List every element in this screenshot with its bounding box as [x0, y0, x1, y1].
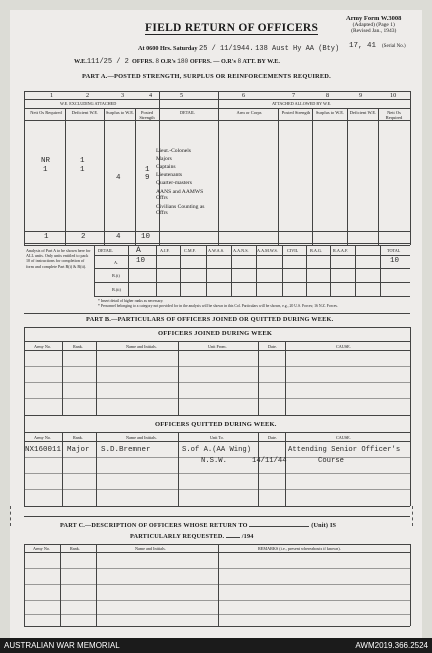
- footer-source: AUSTRALIAN WAR MEMORIAL: [4, 641, 120, 650]
- offrs2-value: —: [213, 58, 220, 65]
- adapted-note: (Adapted) (Page 1): [352, 22, 395, 29]
- ors-value: 180: [177, 58, 189, 65]
- detail-col-head: TOTAL: [387, 248, 401, 253]
- col-number: 1: [50, 92, 54, 99]
- joined-col-head: Name and Initials.: [126, 344, 157, 349]
- quitted-col-head: Unit To.: [210, 435, 224, 440]
- part-c-title: PART C.—DESCRIPTION OF OFFICERS WHOSE RETURN TO: [60, 522, 248, 529]
- col-number: 8: [326, 92, 330, 99]
- rank-label: Majors: [156, 156, 172, 162]
- quitted-army-no: NX160011: [25, 446, 62, 454]
- col-head: Posted Strength: [281, 110, 311, 115]
- rank-label: Captains: [156, 164, 176, 170]
- part-c-col-head: Name and Initials.: [135, 546, 166, 551]
- offrs2-label: OFFRS.: [189, 58, 212, 65]
- unit-name: 138 Aust Hy AA (Bty): [255, 45, 340, 53]
- typed-value: NR: [41, 157, 51, 165]
- joined-col-head: Unit From.: [208, 344, 227, 349]
- footnote: * Personnel belonging to a category not provided for in the analysis will be shown in this Col. Particulars will be shown, e.g., 20 U.S. Forces; 16 N.Z. Forces.: [98, 304, 338, 308]
- detail-row-label: B.(i): [112, 273, 120, 278]
- detail-col-head: B.A.G.: [310, 248, 322, 253]
- rank-label: Lieut.-Colonels: [156, 148, 191, 154]
- quitted-cause-cont: Course: [318, 457, 344, 465]
- detail-col-head: A.A.M.W.S.: [257, 248, 278, 253]
- rank-label: AANS and AAMWS Offrs: [156, 189, 204, 201]
- detail-row-label: A.: [114, 260, 119, 265]
- header-line-2: [74, 58, 280, 66]
- part-c-title-line2: [130, 533, 254, 540]
- rank-label: Civilians Counting as Offrs: [156, 204, 205, 216]
- detail-a-value: 10: [136, 257, 146, 265]
- col-head: Posted Strength: [139, 110, 155, 120]
- typed-value: 1: [80, 166, 85, 174]
- quitted-unit-to-state: N.S.W.: [201, 457, 227, 465]
- serial-number: 17, 41: [349, 42, 377, 50]
- quitted-col-head: Name and Initials.: [126, 435, 157, 440]
- detail-col-head: CIVIL: [287, 248, 299, 253]
- rank-label: Lieutenants: [156, 172, 183, 178]
- rank-list: [156, 147, 214, 216]
- att-label: ATT. BY W.E.: [242, 58, 280, 65]
- part-c-col-head: Army No.: [33, 546, 50, 551]
- footer-bar: [0, 638, 432, 653]
- col-head: Surplus to W.E.: [105, 110, 135, 115]
- detail-col-head: A: [136, 246, 141, 255]
- quitted-cause: Attending Senior Officer's: [288, 446, 401, 454]
- detail-col-head: A.I.F.: [160, 248, 170, 253]
- quitted-rank: Major: [67, 446, 90, 454]
- serial-label: (Serial No.): [382, 44, 406, 49]
- form-sheet: [10, 10, 422, 638]
- col-number: 6: [242, 92, 246, 99]
- col-head: Deficient W.E.: [71, 110, 99, 115]
- joined-col-head: CAUSE.: [336, 344, 351, 349]
- col-head: Nett Os Required: [385, 110, 403, 120]
- col-number: 3: [121, 92, 125, 99]
- detail-col-head: A.W.A.S.: [208, 248, 225, 253]
- col-number: 4: [149, 92, 153, 99]
- attached-allowed-heading: ATTACHED ALLOWED BY W.E.: [272, 101, 332, 106]
- joined-title: OFFICERS JOINED DURING WEEK: [158, 330, 273, 337]
- footnote: * Insert detail of higher ranks as necessary.: [98, 299, 164, 303]
- offrs-label: OFFRS.: [131, 58, 154, 65]
- form-identifier: [346, 16, 401, 35]
- col-number: 5: [180, 92, 184, 99]
- typed-value: 1: [145, 166, 150, 174]
- col-number: 2: [86, 92, 90, 99]
- col-number: 7: [292, 92, 296, 99]
- detail-col-head: DETAIL: [98, 248, 113, 253]
- typed-value: 1: [80, 157, 85, 165]
- detail-row-label: B.(ii): [112, 287, 121, 292]
- joined-col-head: Army No.: [34, 344, 51, 349]
- part-c-date: /194: [241, 533, 254, 540]
- col-head: Nett Os Required: [30, 110, 62, 115]
- quitted-name: S.D.Bremner: [101, 446, 151, 454]
- header-line-1: [138, 45, 339, 53]
- total-value: 4: [116, 233, 121, 241]
- offrs-value: 8: [155, 58, 160, 65]
- we-label: W.E.: [74, 58, 87, 65]
- quitted-date: 14/11/44: [252, 457, 287, 465]
- footer-accession: AWM2019.366.2524: [355, 641, 428, 650]
- total-value: 2: [81, 233, 86, 241]
- ors-label: O.R's: [160, 58, 176, 65]
- joined-col-head: Rank.: [73, 344, 83, 349]
- quitted-col-head: Date.: [268, 435, 277, 440]
- typed-value: 4: [116, 174, 121, 182]
- detail-col-head: A.A.N.S.: [233, 248, 249, 253]
- we-value: 111/25 / 2: [86, 58, 129, 66]
- part-c-unit-label: (Unit) IS: [311, 522, 337, 529]
- typed-value: 1: [43, 166, 48, 174]
- quitted-unit-to: S.of A.(AA Wing): [182, 446, 252, 454]
- part-b-title: PART B.—PARTICULARS OF OFFICERS JOINED OR QUITTED DURING WEEK.: [86, 316, 334, 323]
- part-c-title-line1: [60, 522, 336, 529]
- part-c-col-head: REMARKS (i.e., present whereabouts if known).: [258, 546, 341, 551]
- typed-value: 9: [145, 174, 150, 182]
- detail-col-head: C.M.F.: [184, 248, 196, 253]
- ors2-value: 8: [237, 58, 242, 65]
- col-number: 9: [359, 92, 363, 99]
- form-title: FIELD RETURN OF OFFICERS: [145, 22, 319, 34]
- detail-heading: DETAIL: [180, 110, 195, 115]
- col-number: 10: [390, 92, 397, 99]
- quitted-col-head: Rank.: [73, 435, 83, 440]
- revised-note: (Revised Jan., 1943): [351, 28, 397, 35]
- time-prefix: At 0600 Hrs. Saturday: [138, 45, 198, 52]
- total-value: 10: [141, 233, 151, 241]
- rank-label: Quarter-masters: [156, 180, 192, 186]
- we-excluding-heading: W.E. EXCLUDING ATTACHED: [60, 101, 117, 106]
- quitted-title: OFFICERS QUITTED DURING WEEK.: [155, 421, 277, 428]
- detail-col-head: R.A.A.F.: [333, 248, 349, 253]
- total-a-value: 10: [390, 257, 400, 265]
- quitted-col-head: CAUSE.: [336, 435, 351, 440]
- quitted-col-head: Army No.: [34, 435, 51, 440]
- part-c-col-head: Rank.: [70, 546, 80, 551]
- col-head: Deficient W.E.: [349, 110, 377, 115]
- ors2-label: O.R's: [220, 58, 236, 65]
- return-date: 25 / 11/1944.: [199, 45, 254, 53]
- part-a-title: PART A.—POSTED STRENGTH, SURPLUS OR REINFORCEMENTS REQUIRED.: [82, 73, 331, 80]
- joined-col-head: Date.: [268, 344, 277, 349]
- analysis-note: Analysis of Part A to be shown here for ALL units. Only units entitled to pack 10 of instructions for completion of form and complete Part B(i) & B(ii).: [26, 248, 91, 269]
- part-c-requested: PARTICULARLY REQUESTED.: [130, 533, 225, 540]
- col-head: Surplus to W.E.: [315, 110, 345, 115]
- total-value: 1: [44, 233, 49, 241]
- col-head: Arm or Corps: [236, 110, 262, 115]
- army-form-number: Army Form W.3008: [346, 15, 402, 22]
